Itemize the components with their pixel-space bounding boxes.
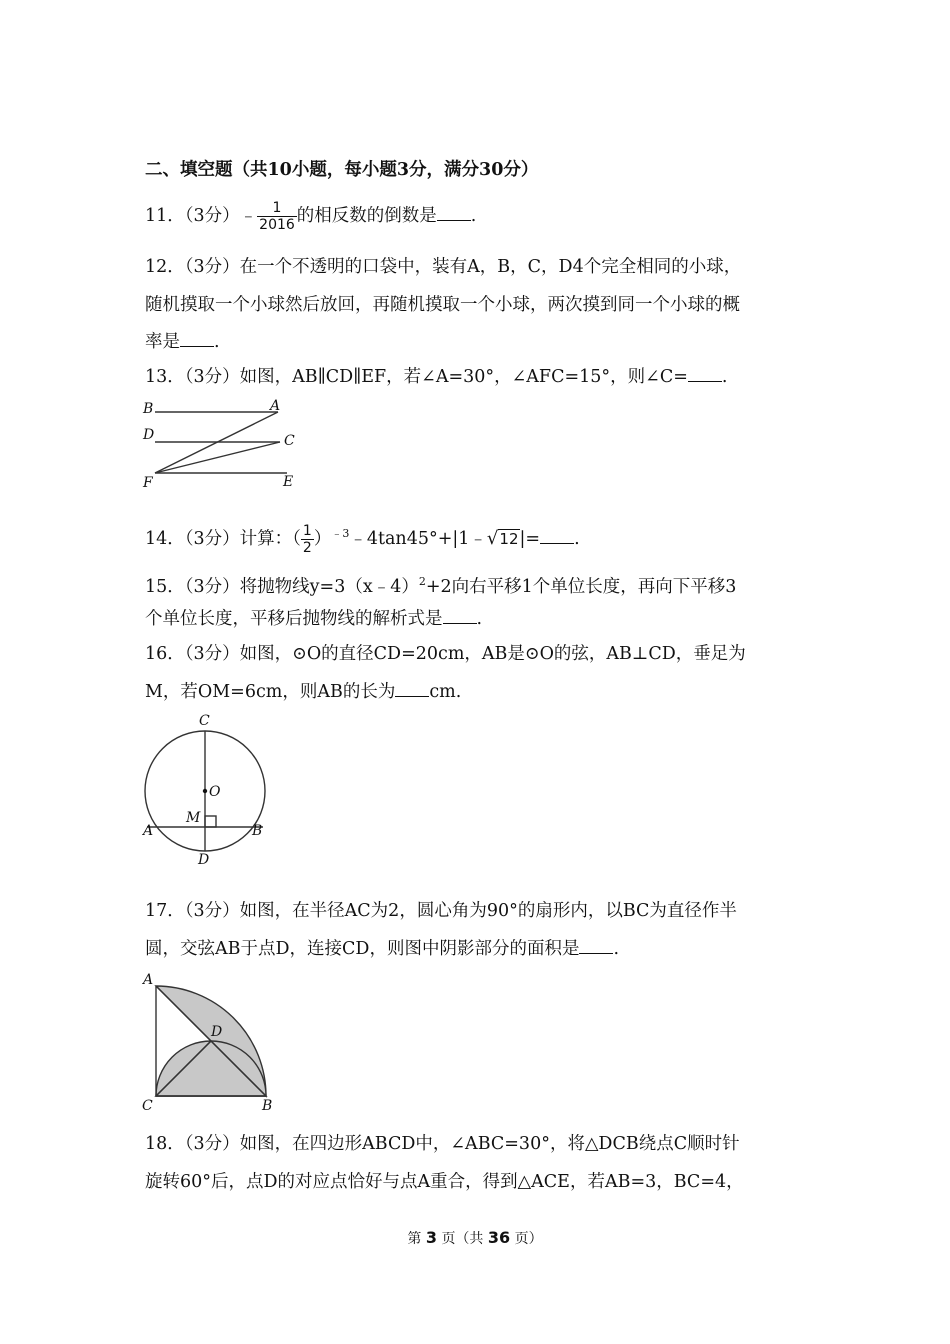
q15-line-1 [145,570,736,599]
q17-text: 圆，交弦AB于点D，连接CD，则图中阴影部分的面积是 [145,939,580,959]
q15-square: 2 [418,575,426,588]
label-A: A [270,398,281,414]
q14-prefix: 14．（3分）计算：（ [145,528,301,549]
answer-blank [180,330,214,347]
q17-line-2 [145,937,619,961]
q14-exponent: ﹣3 [331,527,350,540]
q15-text-c: 个单位长度，平移后抛物线的解析式是 [145,609,443,629]
q17-figure [140,968,285,1116]
label-A: A [143,972,154,988]
label-B: B [252,823,263,839]
q14-expr-b: |= [519,528,541,549]
q13-figure [140,396,310,492]
question-14: 14．（3分）计算：（ $\frac{1}{2}$ ）$^{﹣3}$﹣4tan45°+|1﹣√12|= . [145,522,580,556]
q11-end: . [470,206,477,226]
q12-line-1: 12．（3分）在一个不透明的口袋中，装有A，B，C，D4个完全相同的小球， [145,257,742,277]
q12-text: 率是 [145,332,180,352]
q11-denominator: 2016 [259,217,295,233]
q17-line-1: 17．（3分）如图，在半径AC为2，圆心角为90°的扇形内，以BC为直径作半 [145,901,737,921]
label-B: B [262,1098,273,1114]
footer-mid: 页（共 [441,1231,484,1247]
label-F: F [143,475,153,491]
q14-paren: ） [313,528,332,549]
q14-fraction [301,523,314,556]
q11-fraction [257,200,297,233]
question-11 [145,200,476,233]
label-C: C [199,713,210,729]
label-O: O [209,784,221,800]
footer-page-number: 3 [425,1228,437,1247]
answer-blank [579,937,613,954]
q18-line-2: 旋转60°后，点D的对应点恰好与点A重合，得到△ACE，若AB=3，BC=4， [145,1172,744,1192]
answer-blank [437,204,471,221]
footer-post: 页） [514,1231,543,1247]
footer-total-pages: 36 [487,1228,511,1247]
q11-prefix: 11．（3分）﹣ [145,206,258,226]
label-D: D [211,1024,223,1040]
section-title: 二、填空题（共10小题，每小题3分，满分30分） [145,160,539,180]
q16-text: M，若OM=6cm，则AB的长为 [145,682,396,702]
q15-end: . [476,609,483,629]
q11-numerator: 1 [257,200,297,217]
q17-end: . [613,939,620,959]
q14-numerator: 1 [302,522,312,539]
label-C: C [142,1098,153,1114]
answer-blank [540,527,574,544]
label-A: A [143,823,154,839]
q13-end: . [721,367,728,387]
q12-end: . [214,332,220,352]
q18-line-1: 18．（3分）如图，在四边形ABCD中，∠ABC=30°，将△DCB绕点C顺时针 [145,1134,740,1154]
label-C: C [284,433,295,449]
q11-text: 的相反数的倒数是 [296,206,437,226]
q15-text-b: +2向右平移1个单位长度，再向下平移3 [425,576,737,597]
q12-line-2: 随机摸取一个小球然后放回，再随机摸取一个小球，两次摸到同一个小球的概 [145,295,740,315]
label-D: D [143,427,155,443]
footer-pre: 第 [407,1231,422,1247]
q12-line-3 [145,330,220,354]
label-D: D [198,852,210,868]
q15-text-a: 15．（3分）将抛物线y=3（x﹣4） [145,576,419,597]
q14-denominator: 2 [302,539,312,556]
q14-expr-a: ﹣4tan45°+|1﹣ [349,528,487,549]
q16-end: cm. [429,682,462,702]
label-E: E [283,474,294,490]
q13-text: 13．（3分）如图，AB∥CD∥EF，若∠A=30°，∠AFC=15°，则∠C= [145,367,688,387]
label-M: M [186,810,201,826]
label-B: B [143,401,154,417]
question-13 [145,365,727,389]
q14-end: . [574,528,580,549]
page-footer [0,1228,950,1248]
q16-line-2 [145,680,461,704]
q15-line-2 [145,607,482,631]
q16-line-1: 16．（3分）如图，⊙O的直径CD=20cm，AB是⊙O的弦，AB⊥CD，垂足为 [145,644,746,664]
answer-blank [688,365,722,382]
answer-blank [395,680,429,697]
answer-blank [443,607,477,624]
q16-figure [135,710,280,870]
q14-radicand: 12 [499,529,519,548]
